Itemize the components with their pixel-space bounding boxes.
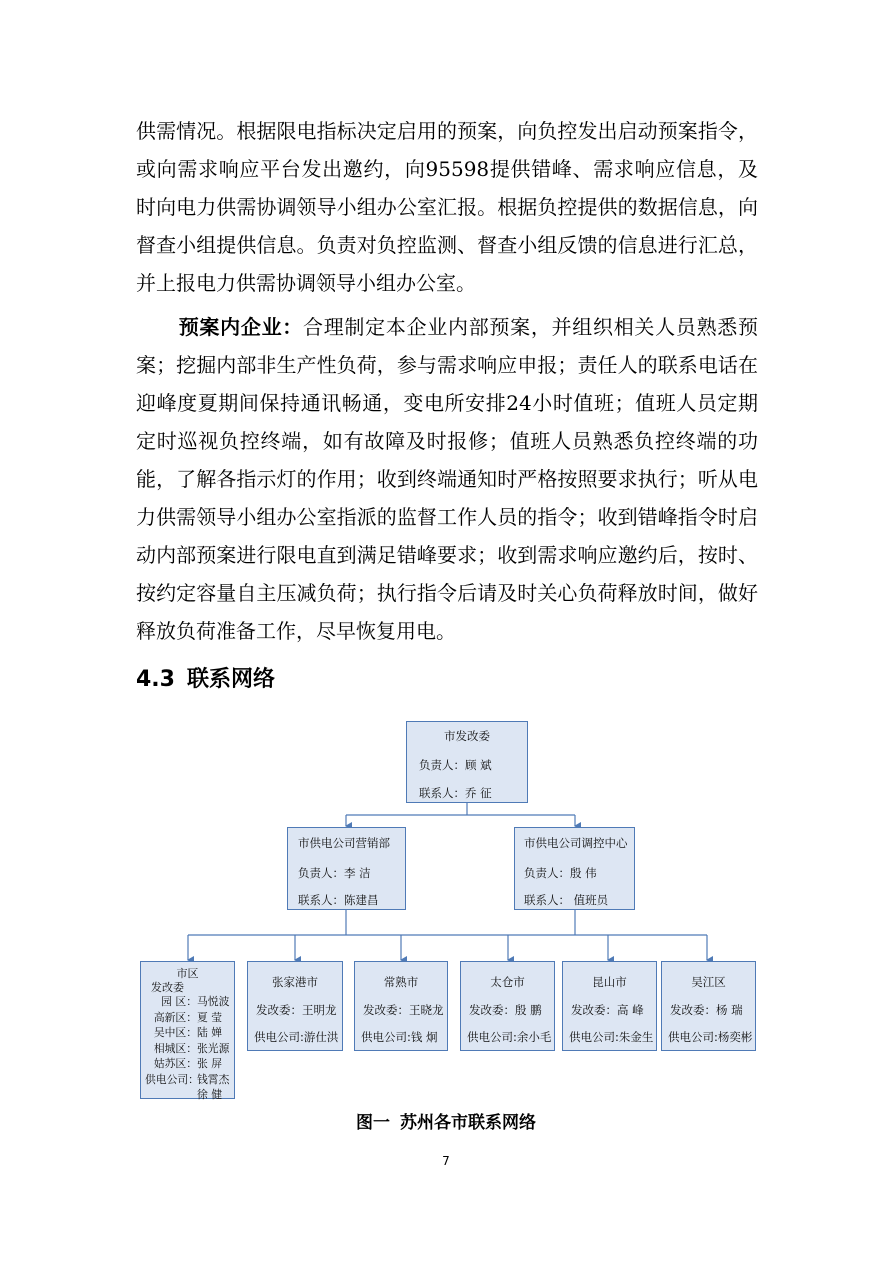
enterprise-lead: 预案内企业： (178, 315, 303, 339)
org-box-top (406, 721, 528, 803)
list-item: 相城区： 张光源 (153, 1041, 230, 1055)
org-box-kunshan (562, 961, 657, 1051)
org-box-top-title: 市发改委 (444, 729, 490, 743)
org-box-taicang (460, 961, 555, 1051)
org-box-taicang-title: 太仓市 (490, 975, 525, 989)
org-box-dispatch-line1: 负责人：殷 伟 (524, 866, 597, 880)
org-box-zhangjiagang-line1: 发改委：王明龙 (256, 1003, 337, 1017)
org-box-top-line2: 联系人：乔 征 (419, 786, 492, 800)
enterprise-text: 合理制定本企业内部预案，并组织相关人员熟悉预案；挖掘内部非生产性负荷，参与需求响应申报；责任人的联系电话在迎峰度夏期间保持通讯畅通，变电所安排24小时值班；值班人员定期定时巡视负控终端，如有故障及时报修；值班人员熟悉负控终端的功能，了解各指示灯的作用；收到终端通知时严格按照要求执行；听从电力供需领导小组办公室指派的监督工作人员的指令；收到错峰指令时启动内部预案进行限电直到满足错峰要求；收到需求响应邀约后，按时、按约定容量自主压减负荷；执行指令后请及时关心负荷释放时间，做好释放负荷准备工作，尽早恢复用电。 (136, 315, 758, 643)
org-box-kunshan-line1: 发改委：高 峰 (571, 1003, 644, 1017)
section-number: 4.3 (136, 667, 175, 692)
org-box-dispatch (514, 827, 635, 910)
list-item: 园 区： 马悦波 (161, 995, 230, 1008)
org-box-marketing-line2: 联系人：陈建昌 (298, 893, 379, 907)
org-box-city-title: 市区 (176, 967, 199, 980)
org-box-wujiang (661, 961, 756, 1051)
org-box-zhangjiagang-title: 张家港市 (272, 975, 318, 989)
org-box-zhangjiagang-line2: 供电公司:游仕洪 (254, 1030, 339, 1044)
org-box-city (140, 961, 235, 1099)
org-box-dispatch-title: 市供电公司调控中心 (524, 836, 628, 850)
org-box-dispatch-line2: 联系人： 值班员 (524, 893, 609, 907)
list-item: 吴中区： 陆 婵 (153, 1026, 223, 1039)
org-box-marketing-title: 市供电公司营销部 (298, 836, 390, 850)
org-box-changshu-line2: 供电公司:钱 炯 (361, 1030, 438, 1044)
org-box-city-subtitle: 发改委 (151, 981, 184, 994)
figure-caption-text: 苏州各市联系网络 (400, 1113, 536, 1133)
org-box-wujiang-title: 吴江区 (691, 975, 726, 989)
figure-caption-label: 图一 (356, 1113, 390, 1133)
org-box-kunshan-title: 昆山市 (592, 975, 627, 989)
org-box-city-list (145, 994, 237, 1103)
org-box-marketing (287, 827, 406, 910)
org-box-wujiang-line1: 发改委：杨 瑞 (670, 1003, 743, 1017)
org-box-marketing-line1: 负责人：李 洁 (298, 866, 371, 880)
org-box-changshu-title: 常熟市 (383, 975, 419, 989)
paragraph-supply-demand: 供需情况。根据限电指标决定启用的预案，向负控发出启动预案指令，或向需求响应平台发出邀约，向95598提供错峰、需求响应信息，及时向电力供需协调领导小组办公室汇报。根据负控提供的数据信息，向督查小组提供信息。负责对负控监测、督查小组反馈的信息进行汇总，并上报电力供需协调领导小组办公室。 (136, 119, 758, 295)
org-box-wujiang-line2: 供电公司:杨奕彬 (668, 1030, 753, 1044)
org-box-taicang-line2: 供电公司:余小毛 (467, 1030, 552, 1044)
org-box-changshu-line1: 发改委：王晓龙 (363, 1003, 444, 1017)
org-box-kunshan-line2: 供电公司:朱金生 (569, 1030, 654, 1044)
org-box-changshu (354, 961, 448, 1051)
figure-caption (0, 1109, 892, 1137)
org-box-zhangjiagang (247, 961, 343, 1051)
list-item: 供电公司： 钱霄杰 (145, 1072, 230, 1086)
org-box-top-line1: 负责人：顾 斌 (419, 758, 492, 772)
section-title: 联系网络 (186, 667, 275, 692)
list-item: 姑苏区： 张 屏 (153, 1057, 223, 1070)
list-item: 徐 健 (197, 1088, 223, 1101)
page-number: 7 (442, 1154, 450, 1168)
list-item: 高新区： 夏 莹 (153, 1010, 223, 1024)
org-box-taicang-line1: 发改委：殷 鹏 (469, 1003, 542, 1017)
